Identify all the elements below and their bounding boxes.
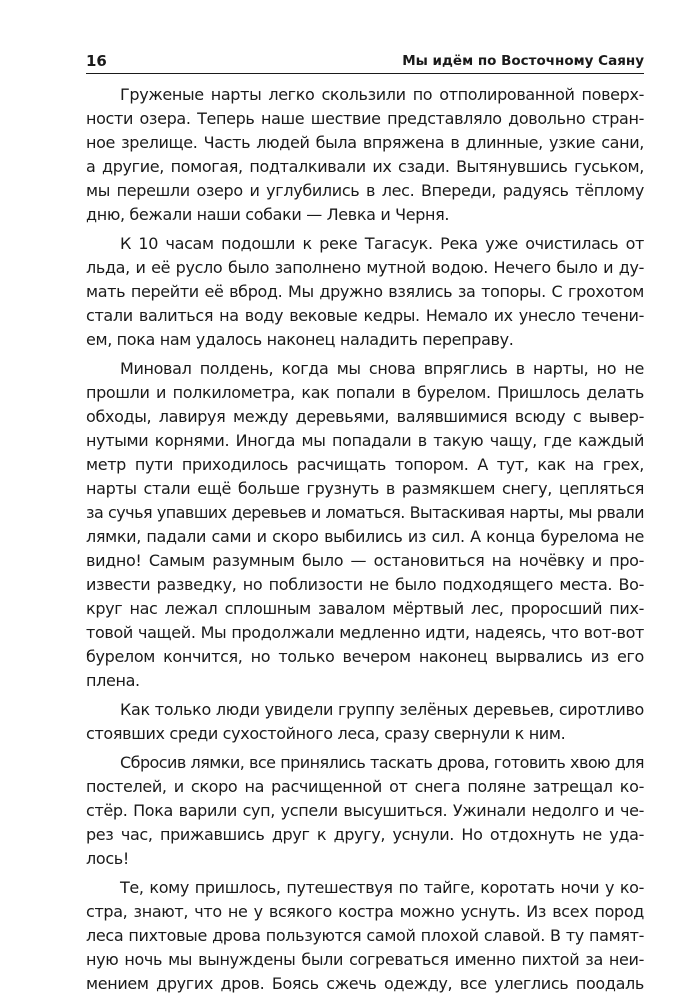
text-line: мением других дров. Боясь сжечь одежду, все улеглись поодаль	[86, 974, 644, 993]
text-line: обходы, лавируя между деревьями, валявшимися всюду с вывер-	[86, 407, 644, 426]
text-line: Сбросив лямки, все принялись таскать дрова, готовить хвою для	[120, 753, 644, 772]
text-line: ем, пока нам удалось наконец наладить переправу.	[86, 330, 514, 349]
header-rule	[86, 73, 644, 74]
text-line: постелей, и скоро на расчищенной от снега поляне затрещал ко-	[86, 777, 644, 796]
text-line: лось!	[86, 849, 129, 868]
text-line: К 10 часам подошли к реке Тагасук. Река уже очистилась от	[120, 234, 644, 253]
text-line: видно! Самым разумным было — остановиться на ночёвку и про-	[86, 551, 644, 570]
text-line: извести разведку, но поблизости не было подходящего места. Во-	[86, 575, 644, 594]
text-line: а другие, помогая, подталкивали их сзади. Вытянувшись гуськом,	[86, 157, 644, 176]
text-line: мы перешли озеро и углубились в лес. Впереди, радуясь тёплому	[86, 181, 644, 200]
text-line: Как только люди увидели группу зелёных деревьев, сиротливо	[120, 700, 644, 719]
paragraph	[86, 876, 644, 996]
paragraph	[86, 83, 644, 227]
text-line: Те, кому пришлось, путешествуя по тайге, коротать ночи у ко-	[120, 878, 644, 897]
text-line: Груженые нарты легко скользили по отполированной поверх-	[120, 85, 644, 104]
text-line: плена.	[86, 671, 140, 690]
text-line: льда, и её русло было заполнено мутной водою. Нечего было и ду-	[86, 258, 644, 277]
text-line: стали валиться на воду вековые кедры. Немало их унесло течени-	[86, 306, 644, 325]
text-line: стёр. Пока варили суп, успели высушиться. Ужинали недолго и че-	[86, 801, 644, 820]
text-line: ное зрелище. Часть людей была впряжена в длинные, узкие сани,	[86, 133, 644, 152]
text-line: лямки, падали сами и скоро выбились из сил. А конца бурелома не	[86, 527, 644, 546]
running-header	[86, 50, 644, 72]
paragraph	[86, 751, 644, 871]
text-line: товой чащей. Мы продолжали медленно идти, надеясь, что вот-вот	[86, 623, 644, 642]
text-line: мать перейти её вброд. Мы дружно взялись за топоры. С грохотом	[86, 282, 644, 301]
text-line: бурелом кончится, но только вечером наконец вырвались из его	[86, 647, 644, 666]
paragraph	[86, 232, 644, 352]
text-line: нутыми корнями. Иногда мы попадали в такую чащу, где каждый	[86, 431, 644, 450]
text-line: за сучья упавших деревьев и ломаться. Вытаскивая нарты, мы рвали	[86, 503, 644, 522]
running-title: Мы идём по Восточному Саяну	[402, 53, 644, 69]
text-line: стоявших среди сухостойного леса, сразу свернули к ним.	[86, 724, 566, 743]
text-line: круг нас лежал сплошным завалом мёртвый лес, проросший пих-	[86, 599, 644, 618]
text-line: нарты стали ещё больше грузнуть в размякшем снегу, цепляться	[86, 479, 644, 498]
text-line: ную ночь мы вынуждены были согреваться именно пихтой за неи-	[86, 950, 644, 969]
paragraph	[86, 698, 644, 746]
body-text	[86, 83, 644, 1001]
text-line: дню, бежали наши собаки — Левка и Черня.	[86, 205, 450, 224]
text-line: леса пихтовые дрова пользуются самой плохой славой. В ту памят-	[86, 926, 644, 945]
text-line: стра, знают, что не у всякого костра можно уснуть. Из всех пород	[86, 902, 644, 921]
text-line: прошли и полкилометра, как попали в бурелом. Пришлось делать	[86, 383, 644, 402]
text-line: ности озера. Теперь наше шествие представляло довольно стран-	[86, 109, 644, 128]
page-number: 16	[86, 52, 107, 70]
text-line: Миновал полдень, когда мы снова впряглись в нарты, но не	[120, 359, 644, 378]
text-line: метр пути приходилось расчищать топором. А тут, как на грех,	[86, 455, 644, 474]
text-line: рез час, прижавшись друг к другу, уснули. Но отдохнуть не уда-	[86, 825, 644, 844]
paragraph	[86, 357, 644, 693]
